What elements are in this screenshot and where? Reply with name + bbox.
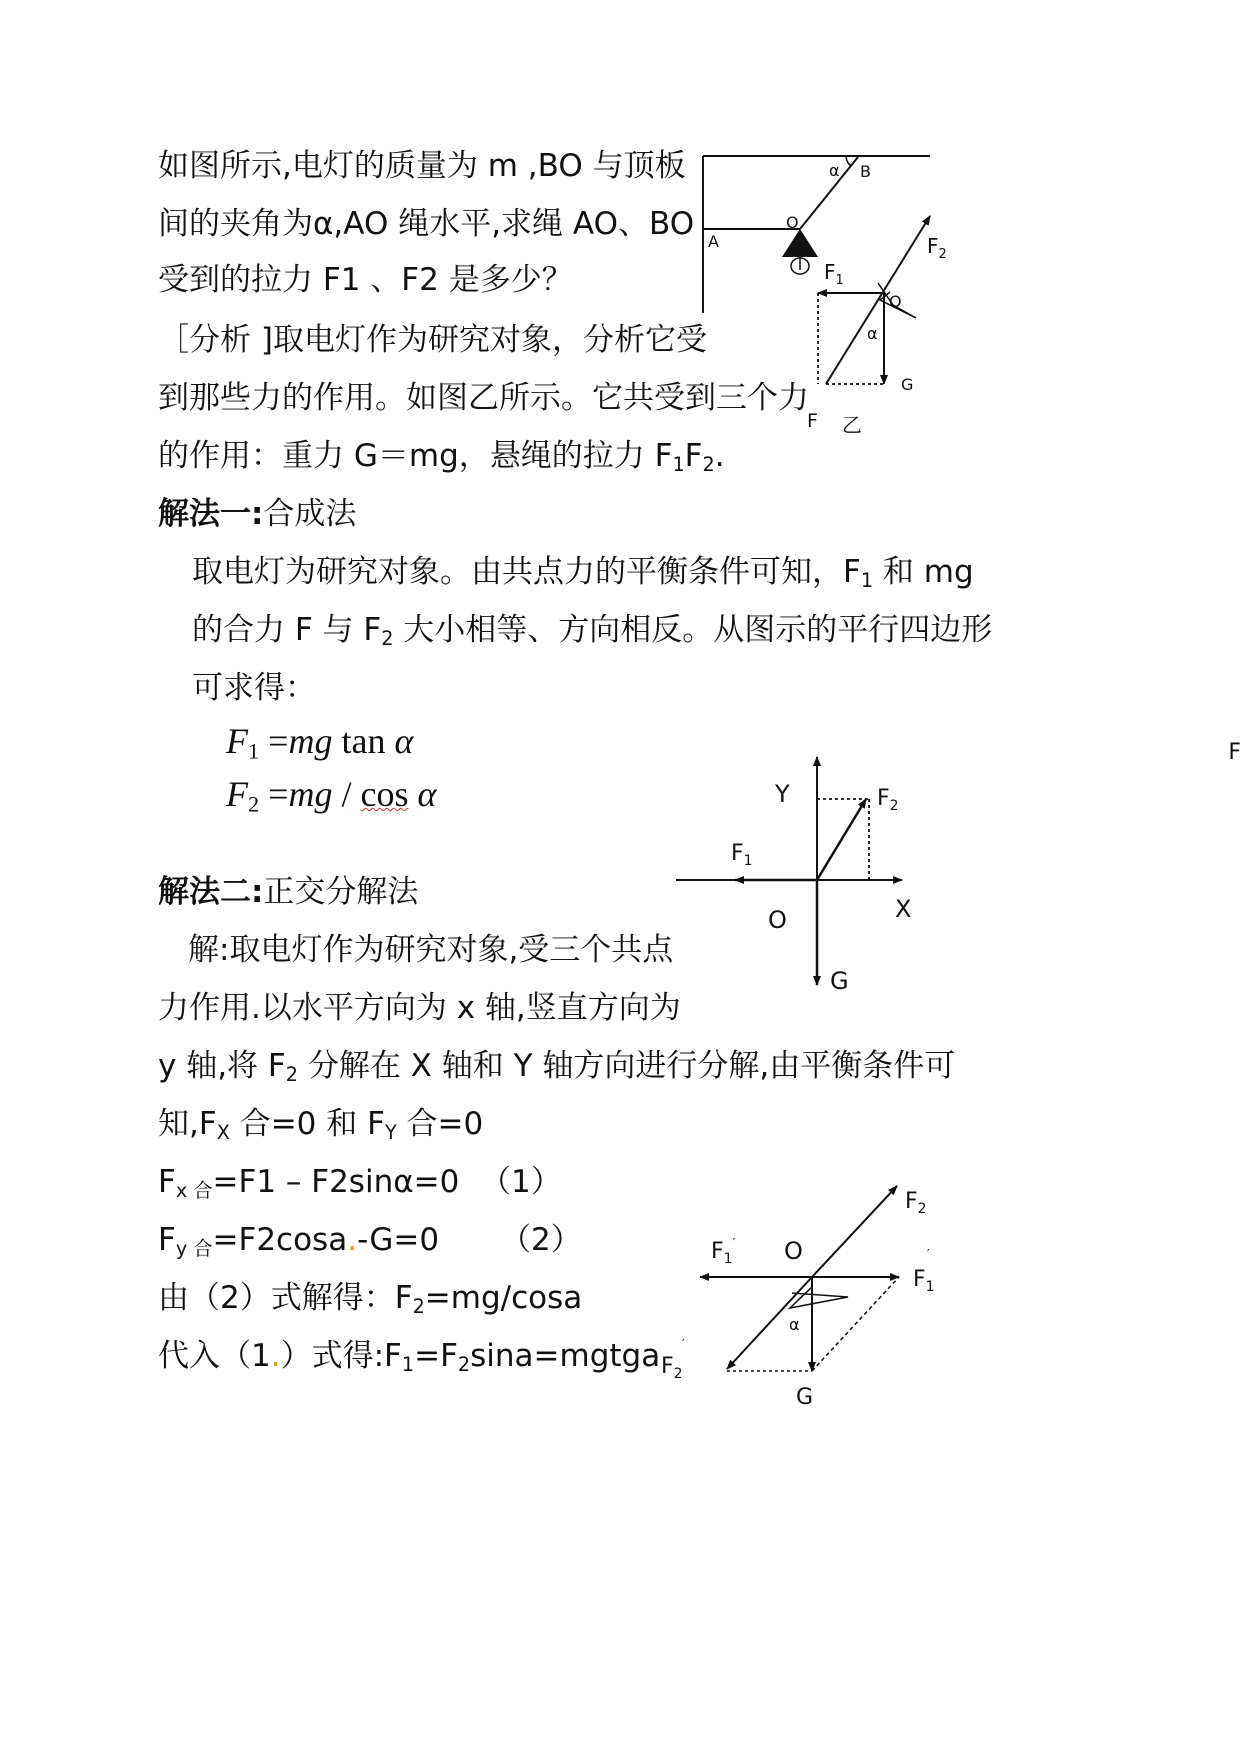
problem-text-1: 如图所示,电灯的质量为 m ,BO 与顶板 xyxy=(158,148,686,184)
analysis-text-2: 到那些力的作用。如图乙所示。它共受到三个力 xyxy=(158,380,809,416)
method2-text-3a: y 轴,将 F xyxy=(158,1048,286,1084)
analysis-sub-2: 2 xyxy=(702,452,715,476)
eq2-lhs: F xyxy=(226,774,248,814)
label-F1-2: $F_1$ xyxy=(731,841,753,869)
analysis-text-1: ［分析 ]取电灯作为研究对象，分析它受 xyxy=(158,322,707,358)
label-O-3: O xyxy=(768,906,787,934)
label-O-4: O xyxy=(784,1237,803,1265)
method2-sub-4a: X xyxy=(216,1120,230,1144)
method2-text-6c: -G=0 xyxy=(357,1222,440,1258)
figure-caption: 乙 xyxy=(842,413,862,437)
method2-sub-8a: 1 xyxy=(401,1352,415,1376)
problem-text-2: 间的夹角为α,AO 绳水平,求绳 AO、BO xyxy=(158,206,695,242)
eq2-cos: cos xyxy=(360,774,409,814)
label-B: B xyxy=(860,162,871,181)
method1-text-1a: 取电灯为研究对象。由共点力的平衡条件可知，F xyxy=(192,554,861,590)
eq2-alpha: α xyxy=(408,774,437,814)
method2-text-4c: 合=0 xyxy=(396,1106,484,1142)
method1-text-3: 可求得： xyxy=(192,670,316,706)
method1-sub-2: 2 xyxy=(381,626,394,650)
label-F2: $F_2$ xyxy=(927,234,947,262)
force-F2-arrow-3 xyxy=(812,1186,897,1277)
method1-heading-label: 解法一: xyxy=(158,496,264,532)
method2-text-8d: sina=mgtga xyxy=(470,1338,661,1374)
method2-sub-5: x 合 xyxy=(175,1178,213,1202)
method2-text-5b: =F1 – F2sinα=0 xyxy=(212,1164,460,1200)
label-F2p: $F_2$ xyxy=(661,1354,683,1382)
method2-text-8c: =F xyxy=(414,1338,458,1374)
label-alpha: α xyxy=(829,161,840,180)
label-F2-3: $F_2$ xyxy=(905,1189,927,1217)
label-F1: $F_1$ xyxy=(824,260,844,288)
label-prime-F2: ′ xyxy=(682,1337,685,1351)
method2-sub-3: 2 xyxy=(285,1062,298,1086)
analysis-text-3b: F xyxy=(684,438,703,474)
label-prime-F1: ′ xyxy=(927,1247,930,1261)
method2-text-4b: 合=0 和 F xyxy=(229,1106,385,1142)
eq2-mg: mg xyxy=(288,774,333,814)
problem-text-3d: 2 xyxy=(419,262,439,298)
eq1-equals: = xyxy=(259,721,289,761)
method2-text-7a: 由（2）式解得：F xyxy=(158,1280,413,1316)
label-X: X xyxy=(895,895,912,923)
method2-name: 正交分解法 xyxy=(263,874,419,910)
analysis-sub-1: 1 xyxy=(672,452,685,476)
method2-text-6b: =F2cosa xyxy=(212,1222,348,1258)
label-G-2: G xyxy=(830,967,849,995)
method2-dot-8: . xyxy=(270,1338,281,1374)
label-F2-2: $F_2$ xyxy=(877,786,899,814)
analysis-text-3a: 的作用：重力 G＝mg，悬绳的拉力 F xyxy=(158,438,673,474)
method2-text-3b: 分解在 X 轴和 Y 轴方向进行分解,由平衡条件可 xyxy=(297,1048,956,1084)
eq2-slash: / xyxy=(332,774,361,814)
label-alpha-3: α xyxy=(789,1315,800,1334)
method1-text-1b: 和 mg xyxy=(873,554,974,590)
problem-text-3c: 、F xyxy=(360,262,420,298)
method2-text-1: 解:取电灯作为研究对象,受三个共点 xyxy=(188,932,674,968)
label-F: F xyxy=(807,410,818,432)
equation-number-2: （2） xyxy=(500,1222,582,1258)
eq2-sub: 2 xyxy=(248,791,260,817)
eq1-alpha: α xyxy=(394,721,414,761)
method2-text-4a: 知,F xyxy=(158,1106,217,1142)
method2-text-6a: F xyxy=(158,1222,176,1258)
label-G: G xyxy=(901,375,914,394)
eq1-sub: 1 xyxy=(248,738,260,764)
edge-letter: F xyxy=(1228,740,1241,765)
problem-text-3a: 受到的拉力 F xyxy=(158,262,341,298)
method2-text-2: 力作用.以水平方向为 x 轴,竖直方向为 xyxy=(158,990,681,1026)
problem-text-3b: 1 xyxy=(340,262,361,298)
method2-sub-6: y 合 xyxy=(175,1236,213,1260)
method2-heading-label: 解法二: xyxy=(158,874,264,910)
method1-text-2b: 大小相等、方向相反。从图示的平行四边形 xyxy=(393,612,993,648)
problem-text-3e: 是多少？ xyxy=(438,262,573,298)
dashed-diagonal xyxy=(812,1277,899,1371)
method2-text-5a: F xyxy=(158,1164,176,1200)
method2-sub-7: 2 xyxy=(412,1294,425,1318)
method2-text-8a: 代入（1 xyxy=(158,1338,271,1374)
analysis-text-3c: . xyxy=(714,438,725,474)
method2-text-8b: ）式得:F xyxy=(280,1338,402,1374)
label-Y: Y xyxy=(775,780,790,808)
label-F1p: $F_1'$ xyxy=(711,1236,736,1267)
label-F1-3: $F_1$ xyxy=(913,1267,935,1295)
method2-dot-6: . xyxy=(347,1222,358,1258)
eq1-lhs: F xyxy=(226,721,248,761)
label-O-2: O xyxy=(889,292,902,311)
method1-name: 合成法 xyxy=(263,496,357,532)
method2-sub-4b: Y xyxy=(384,1120,397,1144)
label-alpha-2: α xyxy=(867,324,878,343)
eq1-tan: tan xyxy=(332,721,395,761)
label-A: A xyxy=(708,232,719,251)
method2-sub-8b: 2 xyxy=(457,1352,471,1376)
label-O: O xyxy=(786,213,799,232)
eq1-mg: mg xyxy=(288,721,333,761)
method1-sub-1: 1 xyxy=(860,568,874,592)
equation-number-1: （1） xyxy=(480,1164,562,1200)
method1-text-2a: 的合力 F 与 F xyxy=(192,612,382,648)
label-G-3: G xyxy=(796,1385,814,1410)
eq2-equals: = xyxy=(259,774,289,814)
method2-text-7b: =mg/cosa xyxy=(424,1280,583,1316)
